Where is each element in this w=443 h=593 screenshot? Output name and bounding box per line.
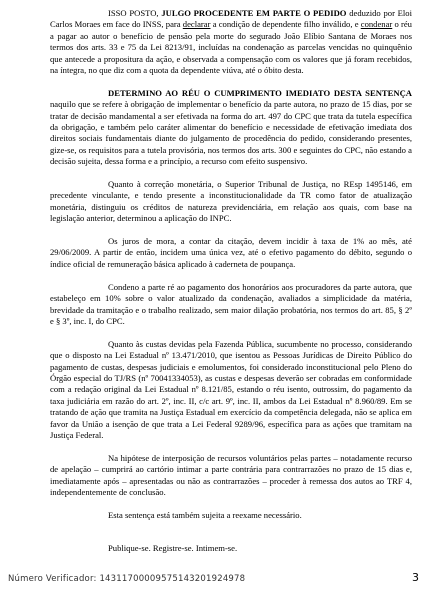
paragraph-immediate-compliance [50, 88, 412, 168]
text-run: Quanto à correção monetária, o Superior Tribunal de Justiça, no REsp 1495146, em precedente vinculante, e tendo presente a inconstitucionalidade da TR como fator de atualização monetária, distinguiu os créditos de natureza previdenciária, em relação aos quais, com base na legislação anterior, determinou a aplicação do INPC. [50, 179, 412, 224]
paragraph-publish [50, 543, 412, 554]
text-run: Publique-se. Registre-se. Intimem-se. [108, 543, 238, 554]
text-run: o réu a pagar ao autor o benefício de pensão pela morte do segurado João Elíbio Santana de Moraes nos termos dos arts. 33 e 75 da Lei 8213/91, incluídas na condenação as parcelas vencidas no quinquênio que antecede a propositura da ação, e observada a compensação com os valores que já foram recebidos, na íntegra, no que diz com a quota da dependente viúva, até o óbito desta. [50, 19, 412, 76]
paragraph-judgment [50, 8, 412, 76]
text-run: Condeno a parte ré ao pagamento dos honorários aos procuradores da parte autora, que estabeleço em 10% sobre o valor atualizado da condenação, avaliados a simplicidade da matéria, brevidade da tramitação e o trabalho realizado, sem maior dilação probatória, nos termos do art. 85, § 2º e § 3º, inc. I, do CPC. [50, 281, 412, 326]
text-run: condenar [360, 19, 393, 30]
text-run: deduzido por Eloi Carlos Moraes em face do INSS, para [50, 8, 412, 30]
text-run: DETERMINO AO RÉU O CUMPRIMENTO IMEDIATO DESTA SENTENÇA [108, 87, 412, 98]
verifier-number: Número Verificador: 1431170000957514320192497​8 [8, 574, 246, 584]
text-run: naquilo que se refere à obrigação de implementar o benefício da parte autora, no prazo de 15 dias, por se tratar de decisão mandamental a ser efetivada na forma do art. 497 do CPC que trata da tutela específica da obrigação, e também pelo caráter alimentar do benefício e necessidade de efetivação imediata dos direitos sociais fundamentais diante do julgamento de procedência do pedido, considerando presentes, gize-se, os requisitos para a tutela provisória, nos termos dos arts. 300 e seguintes do CPC, não estando a decisão sujeita, dessa forma e a princípio, a recurso com efeito suspensivo. [50, 99, 412, 167]
paragraph-interest [50, 236, 412, 270]
paragraph-attorney-fees [50, 282, 412, 328]
text-run: Esta sentença está também sujeita a reexame necessário. [108, 509, 302, 520]
text-run: JULGO PROCEDENTE EM PARTE O PEDIDO [161, 8, 347, 18]
text-run: a condição de dependente filho inválido, e [210, 19, 361, 30]
text-run: declarar [182, 19, 211, 30]
page-number: 3 [412, 571, 419, 584]
paragraph-mandatory-review [50, 510, 412, 521]
sentence-body [50, 8, 412, 555]
text-run: ISSO POSTO, [108, 8, 162, 18]
text-run: Na hipótese de interposição de recursos voluntários pelas partes – notadamente recurso de apelação – cumprirá ao cartório intimar a parte contrária para contrarrazões no prazo de 15 dias e, imediatamente após – apresentadas ou não as contrarrazões – proceder à remessa dos autos ao TRF 4, independentemente de conclusão. [50, 452, 412, 497]
paragraph-court-costs [50, 339, 412, 442]
paragraph-monetary-correction [50, 179, 412, 225]
text-run: Quanto às custas devidas pela Fazenda Pública, sucumbente no processo, considerando que o disposto na Lei Estadual nº 13.471/2010, que isentou as Pessoas Jurídicas de Direito Público do pagamento de custas, despesas judiciais e emolumentos, foi considerado inconstitucional pelo Pleno do Órgão especial do TJ/RS (nº 70041334053), as custas e despesas deverão ser cobradas em conformidade com a redação original da Lei Estadual nº 8.121/85, estando o réu isento, outrossim, do pagamento da taxa judiciária em razão do art. 2º, inc. II, c/c art. 9º, inc. II, ambos da Lei Estadual nº 8.960/89. Em se tratando de ação que tramita na Justiça Estadual em exercício da competência delegada, não se aplica em favor da União a isenção de que trata a Lei Federal 9289/96, específica para as ações que tramitam na Justiça Federal. [50, 338, 412, 440]
text-run: Os juros de mora, a contar da citação, devem incidir à taxa de 1% ao mês, até 29/06/2009. A partir de então, incidem uma única vez, até o efetivo pagamento do débito, segundo o índice oficial de remuneração básica aplicado à caderneta de poupança. [50, 236, 412, 269]
paragraph-appeals [50, 453, 412, 499]
